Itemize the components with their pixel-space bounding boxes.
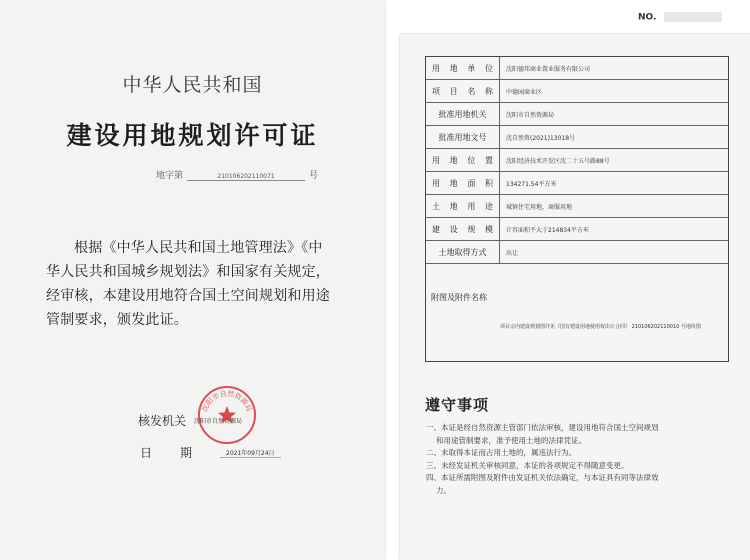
certificate-statement: 根据《中华人民共和国土地管理法》《中华人民共和国城乡规划法》和国家有关规定，经审核，本建设用地符合国土空间规划和用途管制要求，颁发此证。: [46, 240, 330, 328]
row-value: 出让: [506, 249, 519, 257]
row-value: 城镇住宅用地、商服用地: [506, 203, 573, 211]
table-row: [426, 195, 728, 218]
rule-item: 四、本证所需附图及附件由发证机关依法确定，与本证具有同等法律效: [426, 473, 659, 482]
serial-number: [638, 12, 722, 23]
table-row: [426, 172, 728, 195]
table-row: [426, 241, 728, 264]
row-label: 用 地 面 积: [426, 172, 500, 194]
row-value: 中德园商业区: [506, 88, 543, 96]
rule-item: 和用途管制要求，准予使用土地的法律凭证。: [436, 435, 586, 445]
row-label: 批准用地文号: [426, 126, 500, 148]
row-value: 沈阳德邦商业置业服务有限公司: [506, 65, 591, 73]
date-label: 日期: [140, 446, 221, 460]
star-icon: [218, 406, 236, 424]
table-row: [426, 57, 728, 80]
row-value: 沈阳市自然资源局: [506, 111, 555, 119]
rule-item: 一、本证是经自然资源主管部门依法审核，建设用地符合国土空间规划: [426, 423, 659, 432]
land-info-table: [425, 56, 729, 362]
row-label: 项 目 名 称: [426, 80, 500, 102]
row-value: 沈自然资(2021)13018号: [506, 134, 576, 142]
issue-date: [140, 444, 281, 461]
rules-title: 遵守事项: [425, 396, 490, 414]
number-suffix: 号: [309, 171, 319, 181]
row-value: 沈阳经济技术开发区沈二十五号路88号: [506, 157, 610, 165]
certificate-title: 建设用地规划许可证: [66, 121, 319, 150]
rule-item: 二、未取得本证而占用土地的，属违法行为。: [426, 448, 576, 457]
rule-item: 力。: [436, 485, 451, 495]
table-row: [426, 149, 728, 172]
no-label: NO.: [638, 12, 657, 23]
table-row: [426, 80, 728, 103]
table-row: [426, 126, 728, 149]
attachments-label: 附图及附件名称: [431, 293, 487, 302]
row-label: 批准用地机关: [426, 103, 500, 125]
row-label: 土地取得方式: [426, 241, 500, 263]
rules-list: [426, 422, 731, 497]
row-value: 计容面积不大于214834平方米: [506, 226, 589, 234]
seal-text: 沈阳市自然资源局: [200, 389, 254, 413]
row-label: 用 地 单 位: [426, 57, 500, 79]
date-value: 2021年09月24日: [220, 448, 281, 458]
row-label: 建 设 规 模: [426, 218, 500, 240]
serial-number-redacted: [664, 12, 722, 22]
country-name: 中华人民共和国: [122, 74, 263, 96]
table-row: [426, 103, 728, 126]
issuer-label: 核发机关: [138, 414, 187, 428]
row-label: 土 地 用 途: [426, 195, 500, 217]
rule-item: 三、未经发证机关审核同意，本证的各项规定不得随意变更。: [426, 460, 629, 470]
attachments-text: 项目宗内建设规划图详见《国有建设用地使用权出让合同》 210106202110010 号地块图: [500, 324, 701, 330]
certificate-number: [156, 168, 318, 181]
row-value: 134271.54平方米: [506, 180, 557, 188]
issuer-value: 沈阳市自然资源局: [194, 418, 243, 425]
official-seal: [196, 384, 258, 446]
number-prefix: 地字第: [156, 171, 184, 181]
number-value: 210106202110071: [187, 173, 305, 181]
row-label: 用 地 位 置: [426, 149, 500, 171]
table-row: [426, 218, 728, 241]
